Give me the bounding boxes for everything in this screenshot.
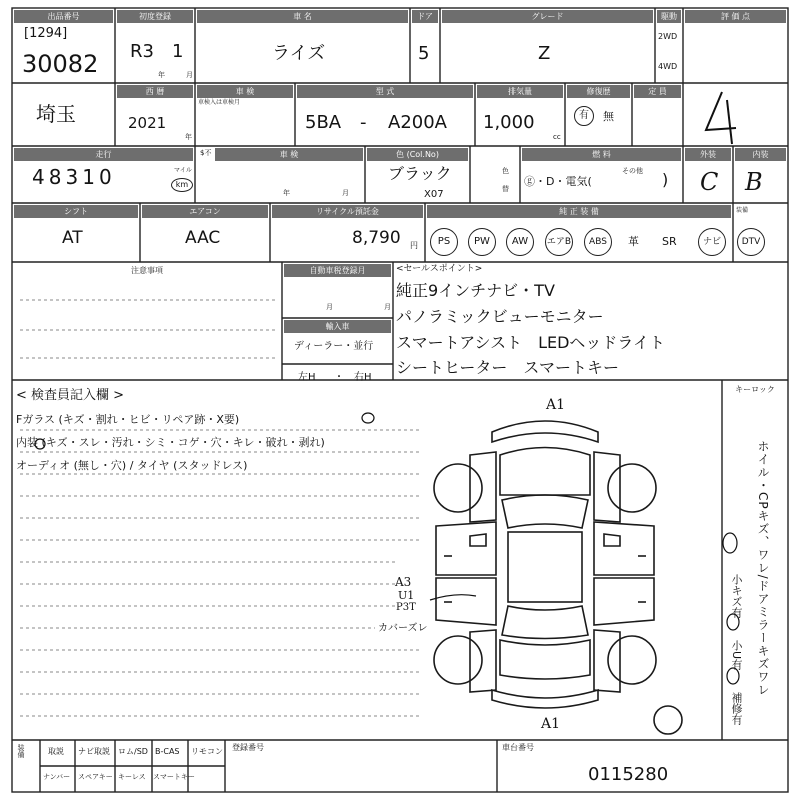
inspector-line-1: Fガラス (キズ・割れ・ヒビ・リペア跡・X要) bbox=[16, 413, 240, 426]
damage-arrow bbox=[430, 595, 476, 600]
mileage-digit: 1 bbox=[82, 165, 99, 189]
equip-sr: SR bbox=[662, 235, 677, 248]
bottom-item: 取説 bbox=[48, 747, 64, 756]
bottom-item: スペアキー bbox=[78, 773, 113, 781]
sales-point-4: シートヒーター スマートキー bbox=[396, 358, 620, 377]
color-name: ブラック bbox=[388, 164, 452, 183]
handle-dot: ・ bbox=[334, 372, 344, 383]
equip-pw: PW bbox=[468, 228, 496, 256]
mile-label: マイル bbox=[174, 167, 192, 174]
inspector-line-2: 内装 (キズ・スレ・汚れ・シミ・コゲ・穴・キレ・破れ・剥れ) bbox=[16, 436, 325, 449]
score-value bbox=[780, 120, 781, 121]
interior-grade: B bbox=[745, 168, 763, 196]
fuel-header: 燃 料 bbox=[522, 148, 681, 161]
color-change: 替 bbox=[502, 185, 509, 193]
reg-month: 1 bbox=[172, 41, 184, 62]
grade: Z bbox=[538, 43, 551, 64]
prefecture: 埼玉 bbox=[36, 102, 76, 126]
door-header: ドア bbox=[412, 10, 438, 23]
history-header: 修復歴 bbox=[567, 85, 630, 98]
km-label: km bbox=[171, 178, 193, 192]
shift-value: AT bbox=[62, 228, 83, 248]
yen-label: $不 bbox=[200, 149, 212, 157]
notes-header: 注意事項 bbox=[14, 264, 280, 277]
history-yes: 有 bbox=[574, 106, 594, 126]
equip-ps: PS bbox=[430, 228, 458, 256]
color-code: X07 bbox=[424, 189, 444, 200]
score-handwriting bbox=[706, 92, 736, 144]
doors: 5 bbox=[418, 43, 430, 64]
mileage-digit: 0 bbox=[98, 165, 116, 189]
mark-u1: U1 bbox=[398, 589, 415, 602]
reg-era: R3 bbox=[130, 41, 154, 62]
exterior-header: 外装 bbox=[685, 148, 731, 161]
mileage-digit: 8 bbox=[48, 165, 66, 189]
shaken-header: 車 検 bbox=[197, 85, 293, 98]
side-note-3: 小U有 bbox=[730, 640, 743, 671]
mileage-digit: 4 bbox=[32, 165, 49, 189]
side-note-4: 補修有 bbox=[730, 692, 743, 725]
drive-2wd: 2WD bbox=[658, 32, 678, 41]
side-note-2: 小キズ有 bbox=[730, 574, 743, 618]
mileage-digit: 3 bbox=[65, 165, 83, 189]
reg-year-unit: 年 bbox=[158, 71, 165, 79]
shaken-month: 月 bbox=[342, 189, 349, 197]
chassis-no-label: 車台番号 bbox=[502, 743, 534, 752]
model-code-a: 5BA bbox=[305, 112, 342, 133]
katashiki-header: 型 式 bbox=[297, 85, 473, 98]
model-code-b: A200A bbox=[388, 112, 447, 133]
keyless-header: キーロック bbox=[724, 383, 786, 396]
bottom-item: B-CAS bbox=[155, 747, 180, 756]
side-note: ホイル・CPキズ、ワレ/ドアミラーキズワレ bbox=[756, 440, 770, 697]
drive-4wd: 4WD bbox=[658, 62, 678, 71]
equip-mark: 装備 bbox=[736, 207, 749, 214]
mark-a3: A3 bbox=[395, 575, 412, 589]
equip-abs: ABS bbox=[584, 228, 612, 256]
year-unit: 年 bbox=[185, 133, 192, 141]
capacity-header: 定 員 bbox=[634, 85, 681, 98]
chassis-number: 0115280 bbox=[588, 764, 669, 785]
handle-left: 左H bbox=[298, 372, 316, 383]
color-side: 色 bbox=[502, 167, 509, 175]
interior-header: 内装 bbox=[735, 148, 786, 161]
bottom-item: ロム/SD bbox=[118, 747, 148, 756]
bottom-item: キーレス bbox=[118, 773, 146, 781]
cc-unit: cc bbox=[553, 133, 561, 141]
fuel-other: その他 bbox=[622, 167, 643, 175]
sales-point-2: パノラミックビューモニター bbox=[396, 307, 604, 326]
car-inspection-header: 車 検 bbox=[215, 148, 363, 161]
lot-number: 30082 bbox=[22, 50, 99, 78]
fuel-options: ⓖ・D・電気( bbox=[524, 175, 592, 188]
color-header: 色 (Col.No) bbox=[367, 148, 468, 161]
aircon-header: エアコン bbox=[142, 205, 268, 218]
reg-no-label: 登録番号 bbox=[232, 743, 264, 752]
inspector-line-3: オーディオ (無し・穴) / タイヤ (スタッドレス) bbox=[16, 459, 248, 472]
grade-header: グレード bbox=[442, 10, 653, 23]
shaken-note: 車検入は車検月 bbox=[198, 99, 241, 106]
self-reg-month2: 月 bbox=[384, 303, 391, 311]
lot-bracket: [1294] bbox=[24, 26, 68, 41]
cc-header: 排気量 bbox=[477, 85, 563, 98]
bottom-item: ナビ取説 bbox=[78, 747, 110, 756]
aircon-value: AAC bbox=[185, 228, 221, 248]
year: 2021 bbox=[128, 114, 167, 132]
exterior-grade: C bbox=[700, 168, 719, 196]
import-header: 輸入車 bbox=[284, 320, 391, 333]
equip-leather: 革 bbox=[628, 235, 639, 248]
equip-airbag: エアB bbox=[545, 228, 573, 256]
mark-rear: A1 bbox=[541, 716, 561, 732]
reg-month-unit: 月 bbox=[186, 71, 193, 79]
mileage-header: 走行 bbox=[14, 148, 193, 161]
shift-header: シフト bbox=[14, 205, 138, 218]
year-header: 西 暦 bbox=[117, 85, 193, 98]
fuel-close: ) bbox=[662, 170, 669, 189]
inspector-title: < 検査員記入欄 > bbox=[16, 388, 125, 403]
displacement: 1,000 bbox=[483, 112, 535, 133]
sales-point-3: スマートアシスト LEDヘッドライト bbox=[396, 333, 665, 352]
yen-unit: 円 bbox=[410, 241, 418, 250]
drive-header: 駆動 bbox=[657, 10, 681, 23]
car-diagram bbox=[434, 421, 682, 734]
equipment-header: 純 正 装 備 bbox=[427, 205, 731, 218]
history-no: 無 bbox=[603, 110, 614, 123]
reg-header: 初度登録 bbox=[117, 10, 193, 23]
car-name: ライズ bbox=[272, 43, 326, 64]
recycle-fee: 8,790 bbox=[352, 228, 401, 248]
bottom-item: ナンバー bbox=[43, 773, 71, 781]
import-label: ディーラー・並行 bbox=[294, 341, 374, 352]
self-reg-header: 自動車税登録月 bbox=[284, 264, 391, 277]
self-reg-month: 月 bbox=[326, 303, 333, 311]
model-code-dash: - bbox=[360, 112, 367, 133]
mark-p3t: P3T bbox=[396, 602, 416, 613]
shaken-year: 年 bbox=[283, 189, 290, 197]
mark-cover: カバーズレ bbox=[378, 623, 428, 634]
equip-aw: AW bbox=[506, 228, 534, 256]
lot-header: 出品番号 bbox=[14, 10, 113, 23]
sales-point-1: 純正9インチナビ・TV bbox=[396, 281, 555, 300]
handle-right: 右H bbox=[354, 372, 372, 383]
equip-navi: ナビ bbox=[698, 228, 726, 256]
bottom-item: スマートキー bbox=[153, 773, 195, 781]
mark-front: A1 bbox=[546, 397, 566, 413]
score-header: 評 価 点 bbox=[685, 10, 786, 23]
recycle-header: リサイクル預託金 bbox=[272, 205, 423, 218]
equip-side-label: 装備 bbox=[17, 744, 25, 758]
equip-dtv: DTV bbox=[737, 228, 765, 256]
mileage-digits bbox=[32, 167, 116, 187]
sales-point-header: <セールスポイント> bbox=[396, 264, 483, 274]
model-header: 車 名 bbox=[197, 10, 408, 23]
bottom-item: リモコン bbox=[191, 747, 223, 756]
